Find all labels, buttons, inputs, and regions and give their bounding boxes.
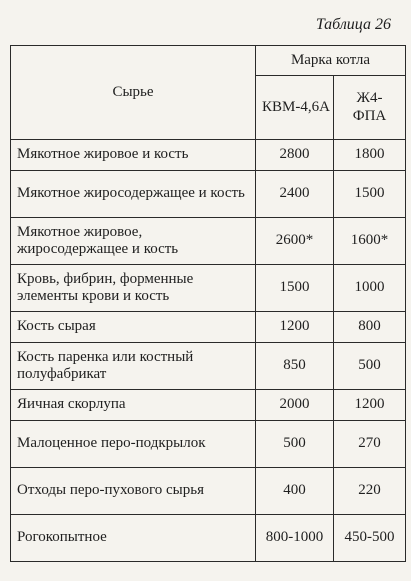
zh4-value-cell: 270 — [334, 421, 406, 468]
kvm-value-cell: 1500 — [256, 265, 334, 312]
table-row — [11, 515, 406, 562]
table-row — [11, 218, 406, 265]
kvm-value-cell: 2400 — [256, 171, 334, 218]
boiler-group-header: Марка котла — [256, 46, 406, 76]
raw-material-cell: Рогокопытное — [11, 515, 256, 562]
raw-material-cell: Кость сырая — [11, 312, 256, 343]
boiler-capacity-table — [10, 45, 406, 562]
raw-material-cell: Малоценное перо-подкрылок — [11, 421, 256, 468]
table-row — [11, 468, 406, 515]
table-row — [11, 343, 406, 390]
zh4-value-cell: 1200 — [334, 390, 406, 421]
header-row — [11, 46, 406, 76]
boiler-zh4-header: Ж4-ФПА — [334, 76, 406, 140]
raw-material-cell: Кость паренка или костный полуфабрикат — [11, 343, 256, 390]
raw-material-cell: Мякотное жировое, жиросодержащее и кость — [11, 218, 256, 265]
raw-material-cell: Кровь, фибрин, форменные элементы крови и кость — [11, 265, 256, 312]
kvm-value-cell: 850 — [256, 343, 334, 390]
table-row — [11, 312, 406, 343]
raw-material-header: Сырье — [11, 46, 256, 140]
raw-material-cell: Мякотное жиросодержащее и кость — [11, 171, 256, 218]
table-row — [11, 265, 406, 312]
kvm-value-cell: 2800 — [256, 140, 334, 171]
raw-material-cell: Яичная скорлупа — [11, 390, 256, 421]
kvm-value-cell: 2600* — [256, 218, 334, 265]
zh4-value-cell: 1000 — [334, 265, 406, 312]
table-row — [11, 171, 406, 218]
kvm-value-cell: 800-1000 — [256, 515, 334, 562]
table-caption: Таблица 26 — [315, 16, 391, 33]
raw-material-cell: Отходы перо-пухового сырья — [11, 468, 256, 515]
zh4-value-cell: 500 — [334, 343, 406, 390]
zh4-value-cell: 1500 — [334, 171, 406, 218]
table-row — [11, 140, 406, 171]
zh4-value-cell: 1800 — [334, 140, 406, 171]
zh4-value-cell: 1600* — [334, 218, 406, 265]
kvm-value-cell: 500 — [256, 421, 334, 468]
boiler-kvm-header: КВМ-4,6А — [256, 76, 334, 140]
table-row — [11, 390, 406, 421]
zh4-value-cell: 450-500 — [334, 515, 406, 562]
raw-material-cell: Мякотное жировое и кость — [11, 140, 256, 171]
table-row — [11, 421, 406, 468]
zh4-value-cell: 220 — [334, 468, 406, 515]
kvm-value-cell: 1200 — [256, 312, 334, 343]
zh4-value-cell: 800 — [334, 312, 406, 343]
kvm-value-cell: 400 — [256, 468, 334, 515]
kvm-value-cell: 2000 — [256, 390, 334, 421]
